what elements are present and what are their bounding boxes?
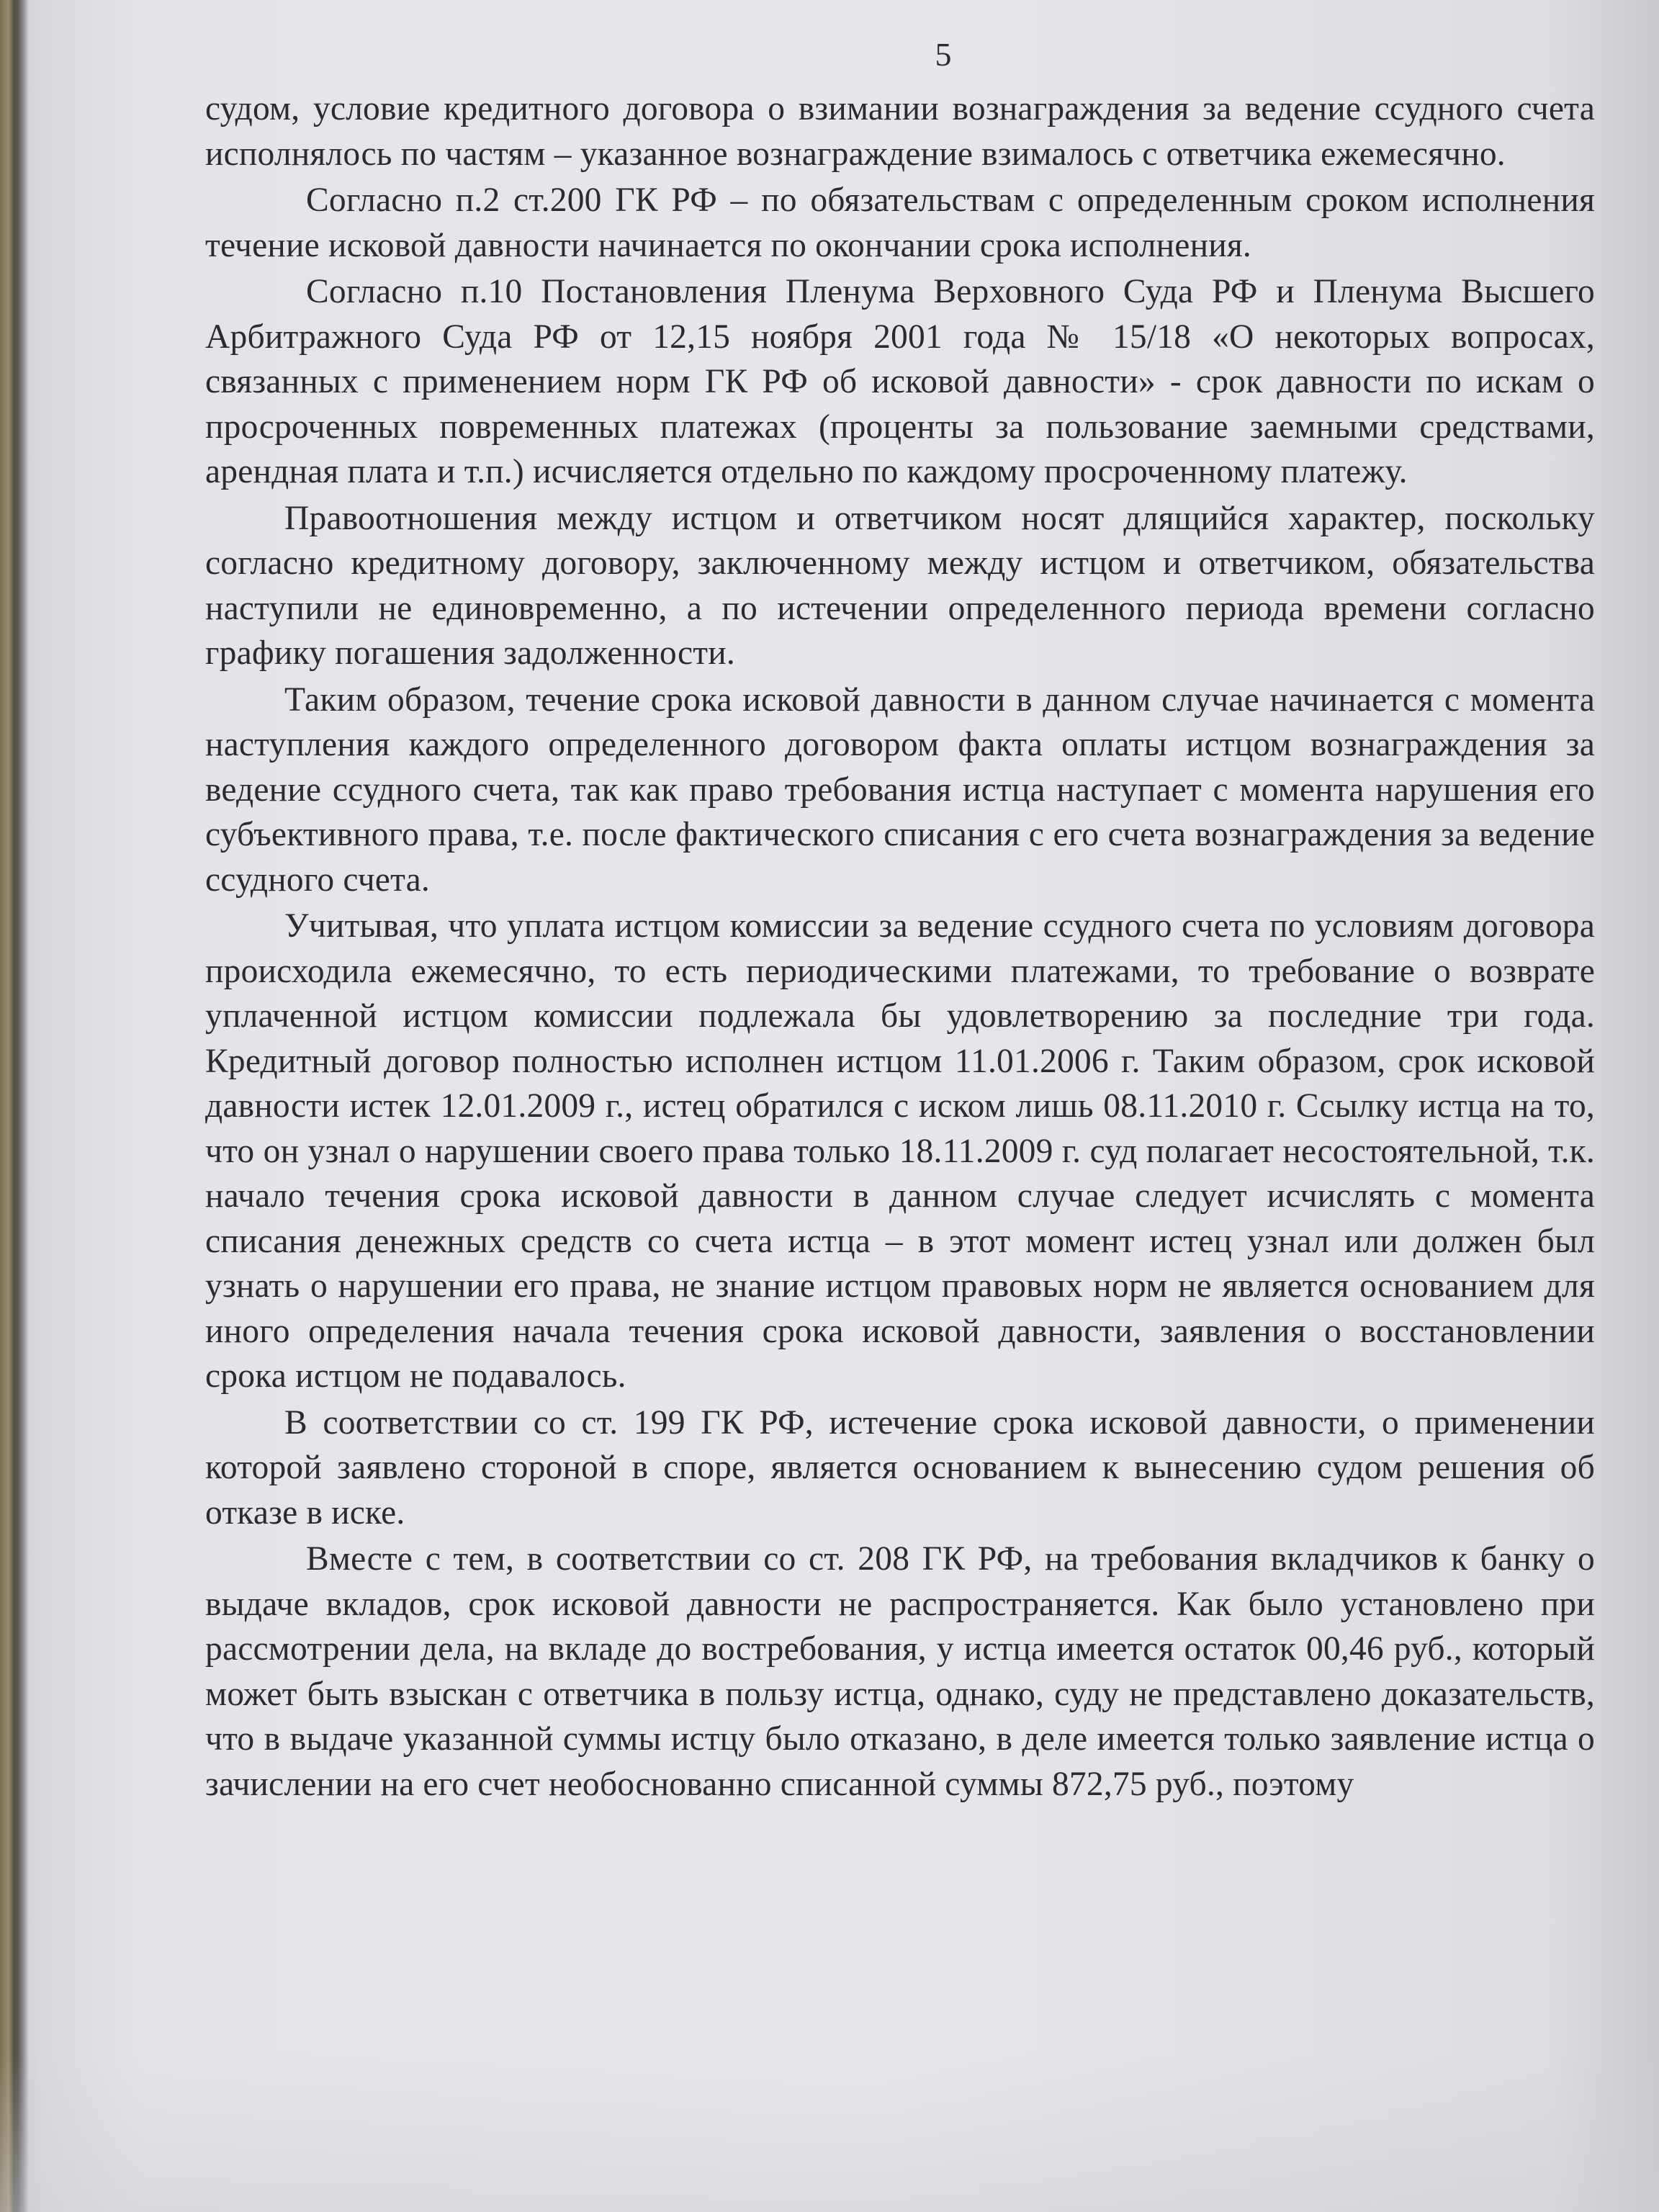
- paragraph-3: Согласно п.10 Постановления Пленума Верховного Суда РФ и Пленума Высшего Арбитражного Суда РФ от 12,15 ноября 2001 года № 15/18 «О некоторых вопросах, связанных с применением норм ГК РФ об исковой давности» - срок давности по искам о просроченных повременных платежах (проценты за пользование заемными средствами, арендная плата и т.п.) исчисляется отдельно по каждому просроченному платежу.: [205, 273, 1595, 490]
- paragraph-5: Таким образом, течение срока исковой давности в данном случае начинается с момента наступления каждого определенного договором факта оплаты истцом вознаграждения за ведение ссудного счета, так как право требования истца наступает с момента нарушения его субъективного права, т.е. после фактического списания с его счета вознаграждения за ведение ссудного счета.: [205, 680, 1595, 899]
- paragraph-6: Учитывая, что уплата истцом комиссии за ведение ссудного счета по условиям договора происходила ежемесячно, то есть периодическими платежами, то требование о возврате уплаченной истцом комиссии подлежала бы удовлетворению за последние три года. Кредитный договор полностью исполнен истцом 11.01.2006 г. Таким образом, срок исковой давности истек 12.01.2009 г., истец обратился с иском лишь 08.11.2010 г. Ссылку истца на то, что он узнал о нарушении своего права только 18.11.2009 г. суд полагает несостоятельной, т.к. начало течения срока исковой давности в данном случае следует исчислять с момента списания денежных средств со счета истца – в этот момент истец узнал или должен был узнать о нарушении его права, не знание истцом правовых норм не является основанием для иного определения начала течения срока исковой давности, заявления о восстановлении срока истцом не подавалось.: [205, 907, 1595, 1395]
- paragraph-4: Правоотношения между истцом и ответчиком носят длящийся характер, поскольку согласно кредитному договору, заключенному между истцом и ответчиком, обязательства наступили не единовременно, а по истечении определенного периода времени согласно графику погашения задолженности.: [205, 499, 1595, 672]
- paragraph-2: Согласно п.2 ст.200 ГК РФ – по обязательствам с определенным сроком исполнения течение исковой давности начинается по окончании срока исполнения.: [205, 181, 1595, 264]
- document-page: [205, 29, 1595, 1808]
- page-bottom-shadow: [0, 2054, 1659, 2212]
- paragraph-7: В соответствии со ст. 199 ГК РФ, истечение срока исковой давности, о применении которой заявлено стороной в споре, является основанием к вынесению судом решения об отказе в иске.: [205, 1403, 1595, 1532]
- page-edge-shadow: [0, 0, 43, 2212]
- paragraph-1: судом, условие кредитного договора о взимании вознаграждения за ведение ссудного счета исполнялось по частям – указанное вознаграждение взималось с ответчика ежемесячно.: [205, 90, 1595, 173]
- page-number: 5: [935, 36, 952, 73]
- paragraph-8: Вместе с тем, в соответствии со ст. 208 ГК РФ, на требования вкладчиков к банку о выдаче вкладов, срок исковой давности не распространяется. Как было установлено при рассмотрении дела, на вкладе до востребования, у истца имеется остаток 00,46 руб., который может быть взыскан с ответчика в пользу истца, однако, суду не представлено доказательств, что в выдаче указанной суммы истцу было отказано, в деле имеется только заявление истца о зачислении на его счет необоснованно списанной суммы 872,75 руб., поэтому: [205, 1540, 1595, 1803]
